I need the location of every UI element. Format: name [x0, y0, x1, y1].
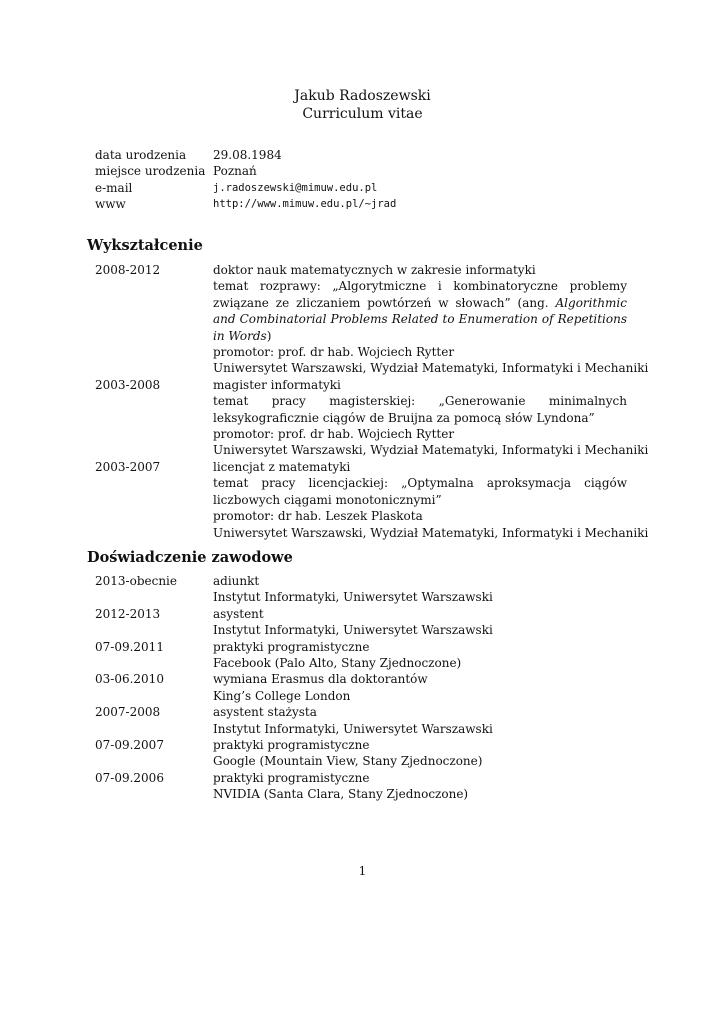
employer: Google (Mountain View, Stany Zjednoczone) — [213, 754, 483, 769]
institution: Uniwersytet Warszawski, Wydział Matematyki, Informatyki i Mechaniki — [213, 525, 649, 540]
advisor: promotor: dr hab. Leszek Plaskota — [213, 509, 423, 524]
entry-date: 2012-2013 — [95, 606, 161, 621]
experience-list — [95, 573, 635, 803]
info-row-birthplace — [95, 163, 635, 179]
author-name: Jakub Radoszewski — [294, 88, 431, 104]
experience-entry — [95, 737, 635, 770]
website-link[interactable]: http://www.mimuw.edu.pl/~jrad — [213, 198, 397, 211]
advisor: promotor: prof. dr hab. Wojciech Rytter — [213, 427, 455, 442]
experience-entry — [95, 639, 635, 672]
page-number: 1 — [358, 864, 367, 878]
employer: Instytut Informatyki, Uniwersytet Warszawski — [213, 590, 493, 605]
info-label: e-mail — [95, 180, 133, 195]
education-list — [95, 262, 649, 541]
thesis-topic: temat pracy magisterskiej: „Generowanie minimalnych leksykograficznie ciągów de Bruijna za pomocą słów Lyndona” — [213, 394, 627, 425]
education-entry — [95, 377, 649, 459]
education-entry — [95, 459, 649, 541]
personal-info — [95, 147, 635, 213]
experience-entry — [95, 573, 635, 606]
education-entry — [95, 262, 649, 377]
employer: King’s College London — [213, 688, 351, 703]
info-row-email — [95, 180, 635, 196]
employer: Facebook (Palo Alto, Stany Zjednoczone) — [213, 656, 462, 671]
degree: magister informatyki — [213, 377, 341, 392]
birth-place: Poznań — [213, 164, 257, 179]
birth-date: 29.08.1984 — [213, 148, 282, 162]
thesis-text: temat rozprawy: „Algorytmiczne i kombinatoryczne problemy związane ze zliczaniem powtórzeń w słowach” (ang. — [213, 279, 627, 310]
role: asystent — [213, 606, 264, 621]
entry-date: 07-09.2006 — [95, 770, 164, 785]
role: praktyki programistyczne — [213, 770, 370, 785]
role: wymiana Erasmus dla doktorantów — [213, 672, 428, 687]
info-row-birthdate — [95, 147, 635, 163]
employer: NVIDIA (Santa Clara, Stany Zjednoczone) — [213, 787, 469, 802]
advisor: promotor: prof. dr hab. Wojciech Rytter — [213, 345, 455, 360]
thesis-topic — [213, 278, 627, 344]
thesis-close: ) — [266, 328, 272, 343]
email-link[interactable]: j.radoszewski@mimuw.edu.pl — [213, 181, 378, 194]
info-label: www — [95, 197, 126, 212]
institution: Uniwersytet Warszawski, Wydział Matematyki, Informatyki i Mechaniki — [213, 443, 649, 458]
entry-date: 03-06.2010 — [95, 672, 164, 687]
role: asystent stażysta — [213, 705, 317, 720]
entry-date: 07-09.2007 — [95, 738, 164, 753]
role: praktyki programistyczne — [213, 738, 370, 753]
experience-entry — [95, 704, 635, 737]
entry-date: 2003-2008 — [95, 377, 161, 392]
entry-date: 2007-2008 — [95, 705, 161, 720]
education-heading: Wykształcenie — [87, 237, 203, 254]
entry-date: 2008-2012 — [95, 263, 161, 277]
info-label: miejsce urodzenia — [95, 164, 206, 179]
experience-entry — [95, 671, 635, 704]
thesis-english-title: Algorithmic and Combinatorial Problems Related to Enumeration of Repetitions in Words — [213, 295, 627, 343]
info-row-www — [95, 196, 635, 212]
experience-heading: Doświadczenie zawodowe — [87, 549, 293, 566]
institution: Uniwersytet Warszawski, Wydział Matematyki, Informatyki i Mechaniki — [213, 361, 649, 376]
entry-date: 07-09.2011 — [95, 639, 164, 654]
thesis-topic: temat pracy licencjackiej: „Optymalna aproksymacja ciągów liczbowych ciągami monotonicznymi” — [213, 476, 627, 507]
degree: doktor nauk matematycznych w zakresie informatyki — [213, 263, 536, 277]
role: adiunkt — [213, 574, 260, 588]
entry-date: 2013-obecnie — [95, 574, 177, 588]
experience-entry — [95, 606, 635, 639]
role: praktyki programistyczne — [213, 639, 370, 654]
info-label: data urodzenia — [95, 148, 187, 162]
employer: Instytut Informatyki, Uniwersytet Warszawski — [213, 623, 493, 638]
degree: licencjat z matematyki — [213, 459, 351, 474]
entry-date: 2003-2007 — [95, 459, 161, 474]
experience-entry — [95, 770, 635, 803]
document-subtitle: Curriculum vitae — [302, 106, 423, 122]
employer: Instytut Informatyki, Uniwersytet Warszawski — [213, 721, 493, 736]
